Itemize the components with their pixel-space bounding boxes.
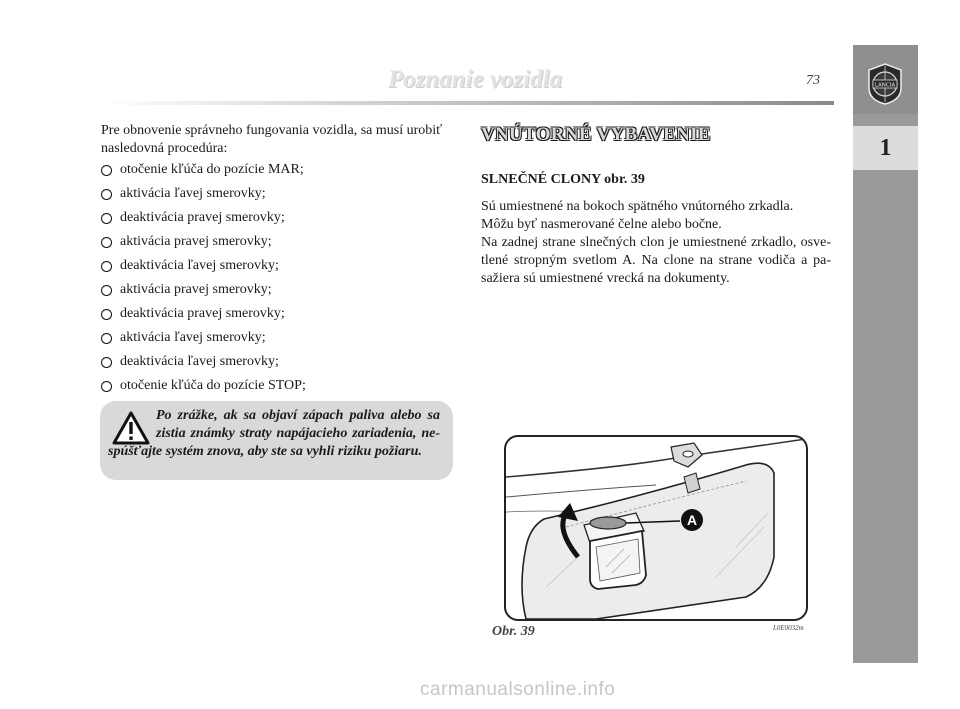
- circle-bullet-icon: [101, 285, 112, 296]
- list-item: aktivácia ľavej smerovky;: [101, 329, 453, 347]
- paragraph: Môžu byť nasmerované čelne alebo bočne.: [481, 217, 722, 232]
- procedure-steps: [101, 161, 453, 395]
- list-item: otočenie kľúča do pozície MAR;: [101, 161, 453, 179]
- page-number: 73: [806, 73, 820, 88]
- logo-text: LANCIA: [874, 82, 896, 89]
- watermark: carmanualsonline.info: [420, 679, 616, 700]
- sun-visor-illustration: [504, 435, 808, 621]
- subsection-title: SLNEČNÉ CLONY obr. 39: [481, 172, 645, 187]
- circle-bullet-icon: [101, 165, 112, 176]
- right-column: [481, 126, 831, 288]
- list-item: deaktivácia pravej smerovky;: [101, 209, 453, 227]
- circle-bullet-icon: [101, 357, 112, 368]
- list-item: aktivácia pravej smerovky;: [101, 233, 453, 251]
- list-item: aktivácia ľavej smerovky;: [101, 185, 453, 203]
- circle-bullet-icon: [101, 237, 112, 248]
- circle-bullet-icon: [101, 261, 112, 272]
- paragraph: Na zadnej strane slnečných clon je umiestnené zrkadlo, osve-tlené stropným svetlom A. Na clone na strane vodiča a pa-sažiera sú umiestnené vrecká na dokumenty.: [481, 235, 831, 286]
- procedure-intro: Pre obnovenie správneho fungovania vozidla, sa musí urobiť nasledovná procedúra:: [101, 123, 443, 156]
- list-item: otočenie kľúča do pozície STOP;: [101, 377, 453, 395]
- callout-label-a: A: [686, 512, 698, 528]
- paragraph: Sú umiestnené na bokoch spätného vnútorného zrkadla.: [481, 199, 794, 214]
- warning-text-block: [108, 407, 440, 461]
- warning-text: Po zrážke, ak sa objaví zápach paliva alebo sa zistia známky straty napájacieho zariadenia, ne-spúšťajte systém znova, aby ste sa vyhli riziku požiaru.: [108, 408, 440, 459]
- chapter-number: 1: [853, 126, 918, 170]
- page-header-title: Poznanie vozidla: [387, 66, 563, 93]
- header-rule: [100, 101, 834, 105]
- list-item: deaktivácia ľavej smerovky;: [101, 257, 453, 275]
- list-item: deaktivácia ľavej smerovky;: [101, 353, 453, 371]
- circle-bullet-icon: [101, 333, 112, 344]
- circle-bullet-icon: [101, 381, 112, 392]
- circle-bullet-icon: [101, 213, 112, 224]
- circle-bullet-icon: [101, 189, 112, 200]
- left-column: [101, 122, 453, 401]
- figure-caption: Obr. 39: [492, 624, 535, 639]
- figure-code: L0E0032m: [773, 624, 804, 632]
- section-title: VNÚTORNÉ VYBAVENIE: [481, 124, 711, 145]
- list-item: deaktivácia pravej smerovky;: [101, 305, 453, 323]
- lancia-logo: [866, 62, 904, 106]
- list-item: aktivácia pravej smerovky;: [101, 281, 453, 299]
- circle-bullet-icon: [101, 309, 112, 320]
- warning-box: [100, 401, 453, 480]
